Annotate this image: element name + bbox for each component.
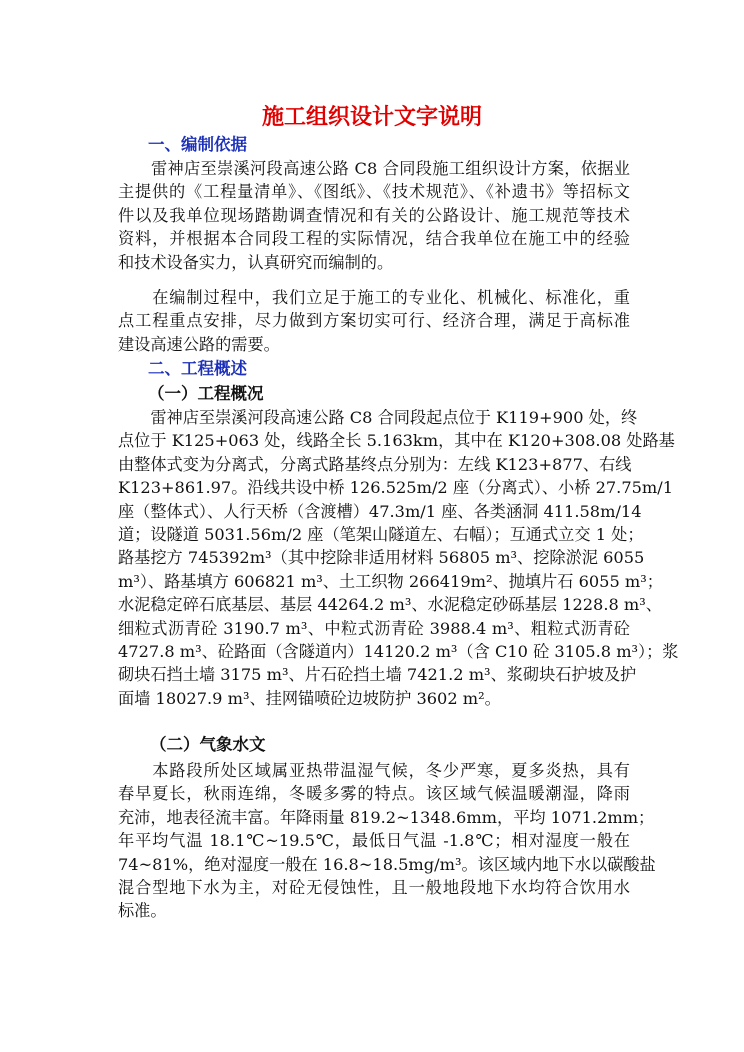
text-line: 在编制过程中，我们立足于施工的专业化、机械化、标准化，重 xyxy=(118,288,630,307)
text-line: 春早夏长，秋雨连绵，冬暖多雾的特点。该区域气候温暖潮湿，降雨 xyxy=(118,784,630,804)
subsection-heading-project: （一）工程概况 xyxy=(148,384,264,403)
text-line: 座（整体式）、人行天桥（含渡槽）47.3m/1 座、各类涵洞 411.58m/14 xyxy=(118,501,642,521)
paragraph-climate-hydrology xyxy=(118,759,656,923)
text-line: 水泥稳定碎石底基层、基层 44264.2 m³、水泥稳定砂砾基层 1228.8 m³、 xyxy=(118,595,662,615)
text-line: 点位于 K125+063 处，线路全长 5.163km，其中在 K120+308.08 处路基 xyxy=(118,431,675,451)
text-line: 74~81%，绝对湿度一般在 16.8~18.5mg/m³。该区域内地下水以碳酸盐 xyxy=(118,854,656,874)
text-line: 和技术设备实力，认真研究而编制的。 xyxy=(118,252,394,272)
document-title: 施工组织设计文字说明 xyxy=(261,105,482,130)
text-line: 细粒式沥青砼 3190.7 m³、中粒式沥青砼 3988.4 m³、粗粒式沥青砼 xyxy=(118,618,630,638)
text-line: 主提供的《工程量清单》、《图纸》、《技术规范》、《补遗书》等招标文 xyxy=(118,182,630,202)
section-heading-basis: 一、编制依据 xyxy=(148,135,247,154)
text-line: 建设高速公路的需要。 xyxy=(118,334,280,354)
text-line: 混合型地下水为主，对砼无侵蚀性，且一般地段地下水均符合饮用水 xyxy=(118,878,630,898)
subsection-heading-climate: （二）气象水文 xyxy=(150,735,266,754)
text-line: 充沛，地表径流丰富。年降雨量 819.2~1348.6mm，平均 1071.2mm； xyxy=(118,807,655,827)
text-line: 道；设隧道 5031.56m/2 座（笔架山隧道左、右幅）；互通式立交 1 处； xyxy=(118,525,644,545)
text-line: 4727.8 m³、砼路面（含隧道内）14120.2 m³（含 C10 砼 3105.8 m³）；浆 xyxy=(118,642,679,662)
text-line: 面墙 18027.9 m³、挂网锚喷砼边坡防护 3602 m²。 xyxy=(118,688,501,708)
text-line: K123+861.97。沿线共设中桥 126.525m/2 座（分离式）、小桥 27.75m/1 xyxy=(118,478,674,498)
text-line: 年平均气温 18.1℃~19.5℃，最低日气温 -1.8℃；相对湿度一般在 xyxy=(118,831,630,851)
paragraph-basis-1 xyxy=(118,157,630,274)
paragraph-project-overview xyxy=(118,406,679,710)
text-line: 资料，并根据本合同段工程的实际情况，结合我单位在施工中的经验 xyxy=(118,229,630,249)
text-line: 由整体式变为分离式，分离式路基终点分别为：左线 K123+877、右线 xyxy=(118,454,632,474)
text-line: m³）、路基填方 606821 m³、土工织物 266419m²、抛填片石 6055 m³； xyxy=(118,571,663,591)
text-line: 点工程重点安排，尽力做到方案切实可行、经济合理，满足于高标准 xyxy=(118,311,630,331)
text-line: 路基挖方 745392m³（其中挖除非适用材料 56805 m³、挖除淤泥 6055 xyxy=(118,548,645,568)
text-line: 标准。 xyxy=(118,901,167,921)
text-line: 件以及我单位现场踏勘调查情况和有关的公路设计、施工规范等技术 xyxy=(118,205,630,225)
section-heading-overview: 二、工程概述 xyxy=(148,359,247,378)
paragraph-basis-2 xyxy=(118,286,630,356)
text-line: 雷神店至崇溪河段高速公路 C8 合同段起点位于 K119+900 处，终 xyxy=(118,408,638,427)
text-line: 砌块石挡土墙 3175 m³、片石砼挡土墙 7421.2 m³、浆砌块石护坡及护 xyxy=(118,665,637,685)
text-line: 本路段所处区域属亚热带温湿气候，冬少严寒，夏多炎热，具有 xyxy=(118,761,630,780)
text-line: 雷神店至崇溪河段高速公路 C8 合同段施工组织设计方案，依据业 xyxy=(118,159,630,178)
